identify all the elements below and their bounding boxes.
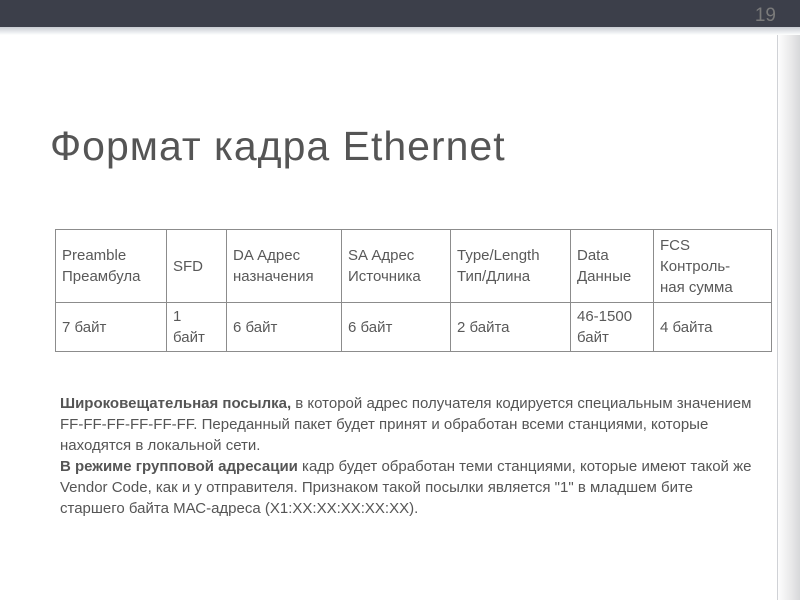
value-data: 46-1500 байт	[577, 308, 633, 346]
table-cell	[342, 303, 451, 352]
table-cell	[227, 303, 342, 352]
value-fcs: 4 байта	[660, 318, 713, 336]
group-paragraph	[60, 456, 760, 519]
notes-text	[60, 393, 760, 519]
broadcast-term: Широковещательная посылка,	[60, 395, 292, 412]
value-type-length: 2 байта	[457, 318, 510, 336]
header-da: DA Адрес назначения	[233, 247, 314, 285]
table-cell	[56, 230, 167, 303]
value-da: 6 байт	[233, 318, 278, 336]
table-cell	[654, 303, 772, 352]
table-cell	[56, 303, 167, 352]
table-cell	[342, 230, 451, 303]
slide-title: Формат кадра Ethernet	[50, 123, 506, 169]
header-type-length: Type/Length Тип/Длина	[457, 247, 540, 285]
group-term: В режиме групповой адресации	[60, 458, 298, 475]
right-side-line	[777, 35, 778, 600]
header-preamble: Preamble Преамбула	[62, 247, 141, 285]
broadcast-paragraph	[60, 393, 760, 456]
table-cell	[571, 303, 654, 352]
top-bar	[0, 0, 800, 27]
value-sfd: 1 байт	[173, 308, 205, 346]
value-sa: 6 байт	[348, 318, 393, 336]
top-bar-gradient	[0, 27, 800, 35]
header-sfd: SFD	[173, 257, 203, 275]
header-sa: SA Адрес Источника	[348, 247, 421, 285]
table-cell	[227, 230, 342, 303]
table-cell	[654, 230, 772, 303]
header-fcs: FCS Контроль- ная сумма	[660, 236, 733, 296]
broadcast-description: в которой адрес получателя кодируется специальным значением FF-FF-FF-FF-FF-FF. Переданный пакет будет принят и обработан всеми станциями, которые находятся в локальной сети.	[60, 395, 752, 454]
table-cell	[167, 303, 227, 352]
ethernet-frame-table	[55, 229, 772, 352]
value-preamble: 7 байт	[62, 318, 107, 336]
table-header-row	[56, 230, 772, 303]
table-cell	[167, 230, 227, 303]
table-values-row	[56, 303, 772, 352]
table-cell	[571, 230, 654, 303]
header-data: Data Данные	[577, 247, 632, 285]
table-cell	[451, 230, 571, 303]
group-description: кадр будет обработан теми станциями, которые имеют такой же Vendor Code, как и у отправителя. Признаком такой посылки является "1" в младшем бите старшего байта МАС-адреса (Х1:XX:XX:XX:XX:XX).	[60, 458, 752, 517]
table-cell	[451, 303, 571, 352]
page-number: 19	[754, 5, 776, 26]
right-side-shadow	[777, 35, 800, 600]
